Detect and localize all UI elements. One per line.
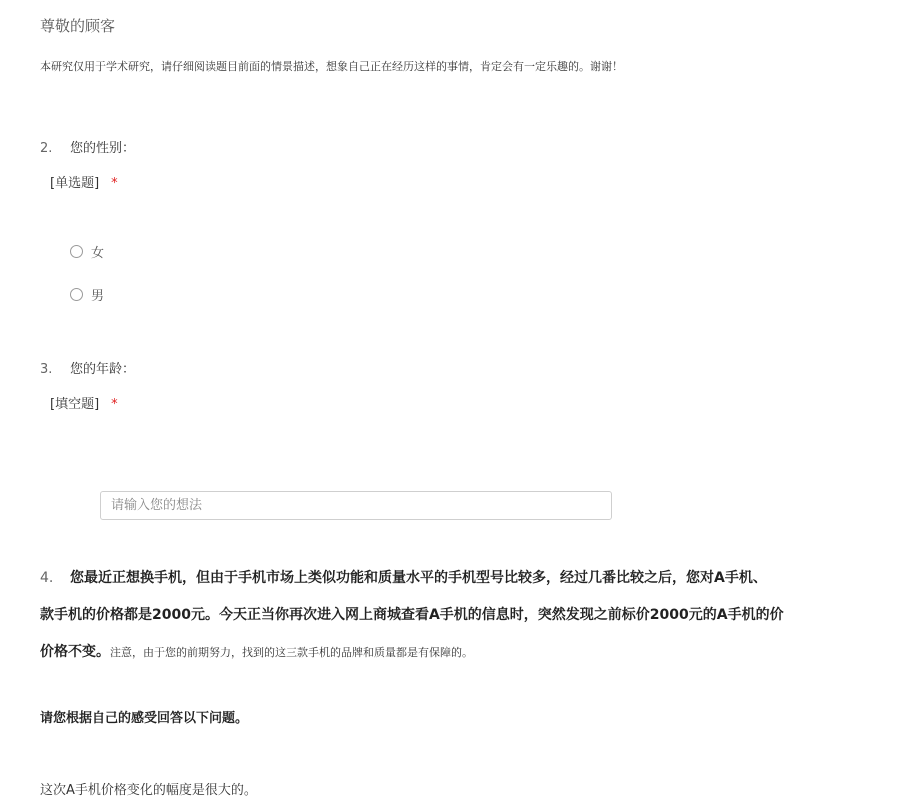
gender-option-male[interactable] — [70, 285, 104, 304]
gender-option-label: 男 — [91, 289, 105, 304]
gender-option-female[interactable] — [70, 242, 104, 261]
radio-circle-icon[interactable] — [70, 245, 83, 258]
survey-intro: 本研究仅用于学术研究，请仔细阅读题目前面的情景描述，想象自己正在经历这样的事情，肯定会有一定乐趣的。谢谢！ — [40, 60, 623, 73]
question-2-title — [40, 137, 135, 156]
required-mark: * — [111, 176, 118, 191]
gender-option-label: 女 — [91, 246, 105, 261]
question-4-text-line-2: 款手机的价格都是2000元。今天正当你再次进入网上商城查看A手机的信息时，突然发现之前标价2000元的A手机的价 — [40, 607, 784, 623]
question-4-line — [40, 560, 900, 597]
survey-greeting: 尊敬的顾客 — [40, 17, 116, 35]
question-4-instruction: 请您根据自己的感受回答以下问题。 — [40, 711, 249, 726]
required-mark: * — [111, 397, 118, 412]
question-4-number: 4. — [40, 570, 54, 586]
question-2-text: 您的性别： — [70, 141, 136, 156]
question-4-scenario — [40, 560, 900, 671]
age-input[interactable] — [100, 491, 612, 520]
question-4-note: 注意，由于您的前期努力，找到的这三款手机的品牌和质量都是有保障的。 — [110, 646, 473, 659]
question-3-text: 您的年龄： — [70, 362, 136, 377]
question-4-line — [40, 634, 900, 671]
question-2-type — [50, 172, 118, 191]
question-4-text-line-1: 您最近正想换手机，但由于手机市场上类似功能和质量水平的手机型号比较多，经过几番比较之后，您对A手机、 — [70, 570, 767, 586]
question-2-type-label: [单选题] — [50, 176, 100, 191]
question-3-type — [50, 393, 118, 412]
question-3-title — [40, 358, 135, 377]
radio-circle-icon[interactable] — [70, 288, 83, 301]
question-4-statement: 这次A手机价格变化的幅度是很大的。 — [40, 783, 257, 798]
question-2-number: 2. — [40, 141, 53, 156]
question-3-number: 3. — [40, 362, 53, 377]
question-3-type-label: [填空题] — [50, 397, 100, 412]
question-4-text-line-3: 价格不变。 — [40, 644, 110, 660]
